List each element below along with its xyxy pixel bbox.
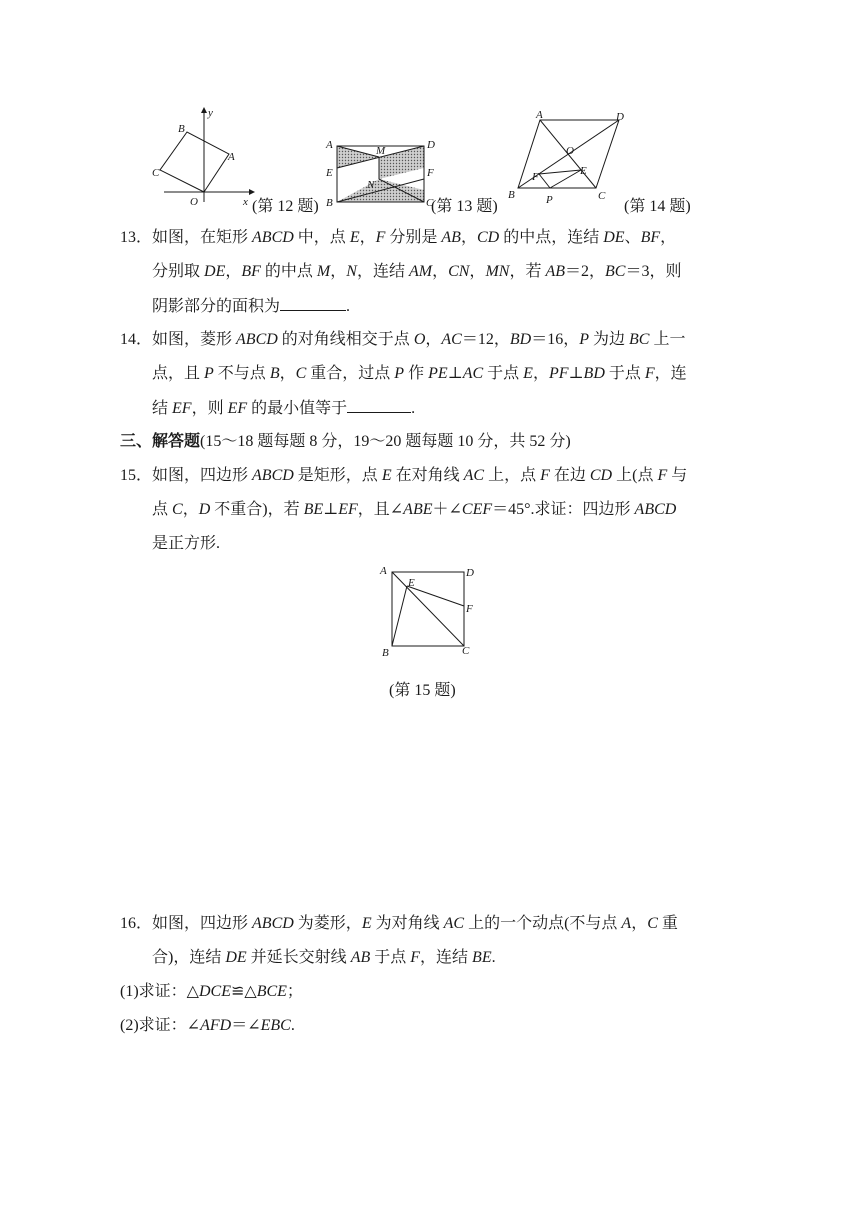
segment-be: [392, 586, 407, 646]
label-c: C: [598, 190, 606, 202]
q15-line2: 点 C，D 不重合)，若 BE⊥EF，且∠ABE＋∠CEF＝45°.求证：四边形 ABCD: [152, 501, 677, 518]
label-a: A: [380, 565, 387, 577]
label-c: C: [426, 197, 434, 209]
label-d: D: [616, 111, 624, 123]
figure-14-diagram: [502, 108, 632, 212]
label-a: A: [228, 151, 235, 163]
figure-15: [374, 562, 484, 660]
caption-fig12: (第 12 题): [252, 198, 319, 215]
q13-line1: 如图，在矩形 ABCD 中，点 E，F 分别是 AB，CD 的中点，连结 DE、BF，: [152, 229, 677, 246]
shade-top: [337, 146, 379, 168]
figure-12-diagram: [150, 104, 260, 216]
label-c: C: [462, 645, 470, 657]
q14-line2: 点，且 P 不与点 B，C 重合，过点 P 作 PE⊥AC 于点 E，PF⊥BD 于点 F，连: [152, 365, 687, 382]
figure-14: [502, 108, 632, 212]
q13-number: 13．: [120, 229, 153, 246]
q16-line1: 如图，四边形 ABCD 为菱形，E 为对角线 AC 上的一个动点(不与点 A，C 重: [152, 915, 678, 932]
label-a: A: [536, 109, 543, 121]
figure-15-diagram: [374, 562, 484, 660]
section-heading: [120, 432, 571, 452]
label-e: E: [408, 577, 415, 589]
q16-number: 16．: [120, 915, 153, 932]
label-f: F: [427, 167, 434, 179]
section-note: (15～18 题每题 8 分，19～20 题每题 10 分，共 52 分): [200, 433, 571, 450]
caption-fig14: (第 14 题): [624, 198, 691, 215]
diagonal-ac: [392, 572, 464, 646]
figure-13-diagram: [320, 132, 440, 216]
answer-blank-q13[interactable]: [280, 296, 346, 311]
label-b: B: [178, 123, 185, 135]
q14-line3: 结 EF，则 EF 的最小值等于 .: [152, 400, 416, 417]
section-title: 三、解答题: [120, 433, 201, 450]
label-a: A: [326, 139, 333, 151]
answer-blank-q14[interactable]: [347, 398, 411, 413]
label-p: P: [546, 194, 553, 206]
label-e: E: [580, 165, 587, 177]
label-o: O: [190, 196, 198, 208]
figure-12: [150, 104, 260, 216]
label-y: y: [208, 107, 213, 119]
q15-number: 15．: [120, 467, 153, 484]
q16-part2: (2)求证：∠AFD＝∠EBC.: [120, 1017, 295, 1034]
label-e: E: [326, 167, 333, 179]
caption-fig13: (第 13 题): [431, 198, 498, 215]
label-b: B: [382, 647, 389, 659]
q15-line3: 是正方形.: [152, 535, 221, 552]
label-f: F: [466, 603, 473, 615]
shade-mid: [379, 146, 424, 179]
label-c: C: [152, 167, 160, 179]
figure-13: [320, 132, 440, 216]
caption-fig15: (第 15 题): [389, 682, 456, 699]
label-d: D: [466, 567, 474, 579]
q16-line2: 合)，连结 DE 并延长交射线 AB 于点 F，连结 BE.: [152, 949, 496, 966]
q14-line1: 如图，菱形 ABCD 的对角线相交于点 O，AC＝12，BD＝16，P 为边 BC 上一: [152, 331, 686, 348]
q13-line2: 分别取 DE，BF 的中点 M，N，连结 AM，CN，MN，若 AB＝2，BC＝3，则: [152, 263, 682, 280]
label-m: M: [376, 145, 386, 157]
label-b: B: [326, 197, 333, 209]
label-x: x: [243, 196, 248, 208]
q16-part1: (1)求证：△DCE≌△BCE；: [120, 983, 303, 1000]
segment-pf: [539, 174, 550, 188]
label-f: F: [532, 171, 539, 183]
q15-line1: 如图，四边形 ABCD 是矩形，点 E 在对角线 AC 上，点 F 在边 CD 上(点 F 与: [152, 467, 688, 484]
label-d: D: [427, 139, 435, 151]
q14-number: 14．: [120, 331, 153, 348]
square-oabc: [160, 132, 229, 192]
label-b: B: [508, 189, 515, 201]
label-o: O: [566, 145, 574, 157]
q13-line3: 阴影部分的面积为 .: [152, 298, 351, 315]
label-n: N: [367, 179, 375, 191]
